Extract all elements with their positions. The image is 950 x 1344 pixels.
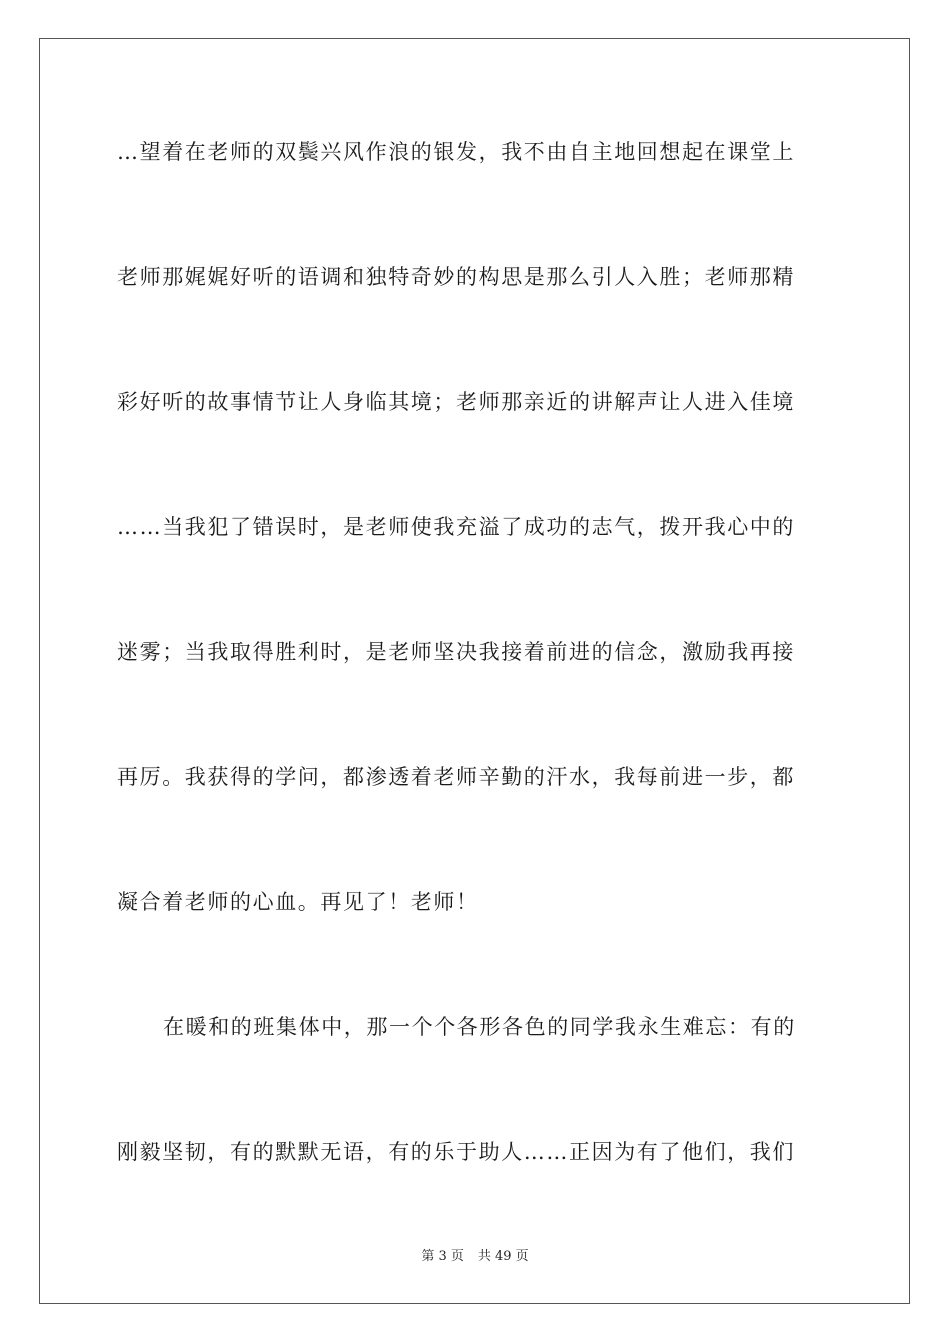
paragraph-line: 老师那娓娓好听的语调和独特奇妙的构思是那么引人入胜；老师那精 xyxy=(117,265,795,289)
page-border xyxy=(39,38,910,1304)
paragraph-line: 凝合着老师的心血。再见了！老师！ xyxy=(117,890,479,914)
paragraph-line: 再厉。我获得的学问，都渗透着老师辛勤的汗水，我每前进一步，都 xyxy=(117,765,795,789)
paragraph-line: 刚毅坚韧，有的默默无语，有的乐于助人……正因为有了他们，我们 xyxy=(117,1140,795,1164)
paragraph-line: 迷雾；当我取得胜利时，是老师坚决我接着前进的信念，激励我再接 xyxy=(117,640,795,664)
paragraph-line: 彩好听的故事情节让人身临其境；老师那亲近的讲解声让人进入佳境 xyxy=(117,390,795,414)
paragraph-line: ……当我犯了错误时，是老师使我充溢了成功的志气，拨开我心中的 xyxy=(117,515,795,539)
total-pages: 共 49 页 xyxy=(477,1249,529,1264)
paragraph-line-indented: 在暖和的班集体中，那一个个各形各色的同学我永生难忘：有的 xyxy=(163,1015,796,1039)
paragraph-line: …望着在老师的双鬓兴风作浪的银发，我不由自主地回想起在课堂上 xyxy=(117,140,795,164)
page-footer xyxy=(0,1248,950,1266)
page-number: 第 3 页 xyxy=(421,1249,464,1264)
